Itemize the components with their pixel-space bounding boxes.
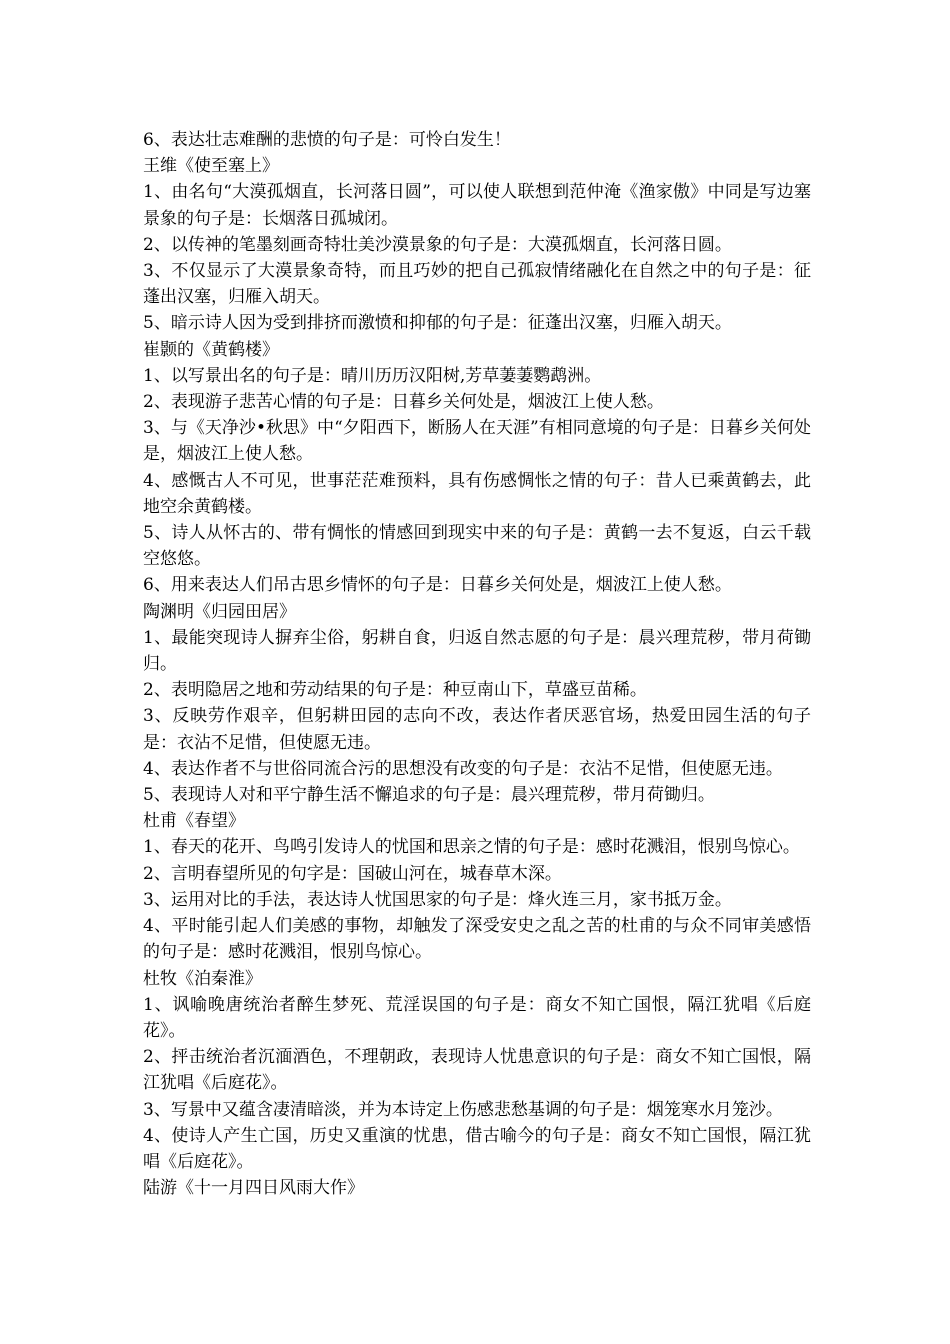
poem-heading: 杜牧《泊秦淮》 (143, 968, 262, 989)
poem-heading: 崔颢的《黄鹤楼》 (143, 339, 279, 360)
text-line: 2、言明春望所见的句字是：国破山河在，城春草木深。 (143, 863, 562, 884)
text-line: 6、表达壮志难酬的悲愤的句子是：可怜白发生！ (143, 130, 511, 150)
text-line: 2、以传神的笔墨刻画奇特壮美沙漠景象的句子是：大漠孤烟直，长河落日圆。 (143, 234, 732, 255)
text-line: 6、用来表达人们吊古思乡情怀的句子是：日暮乡关何处是，烟波江上使人愁。 (143, 575, 732, 596)
poem-heading: 杜甫《春望》 (143, 811, 245, 832)
poem-heading: 陆游《十一月四日风雨大作》 (143, 1178, 364, 1199)
text-line: 3、不仅显示了大漠景象奇特，而且巧妙的把自己孤寂情绪融化在自然之中的句子是：征蓬出汉塞，归雁入胡天。 (143, 261, 811, 308)
text-line: 5、诗人从怀古的、带有惆怅的情感回到现实中来的句子是：黄鹤一去不复返，白云千载空悠悠。 (143, 523, 811, 570)
text-line: 4、表达作者不与世俗同流合污的思想没有改变的句子是：衣沾不足惜，但使愿无违。 (143, 758, 783, 779)
text-line: 2、表明隐居之地和劳动结果的句子是：种豆南山下，草盛豆苗稀。 (143, 680, 647, 701)
text-line: 3、反映劳作艰辛，但躬耕田园的志向不改，表达作者厌恶官场，热爱田园生活的句子是：衣沾不足惜，但使愿无违。 (143, 706, 811, 753)
text-line: 4、感慨古人不可见，世事茫茫难预料，具有伤感惆怅之情的句子：昔人已乘黄鹤去，此地空余黄鹤楼。 (143, 470, 811, 517)
text-line: 1、由名句“大漠孤烟直，长河落日圆”，可以使人联想到范仲淹《渔家傲》中同是写边塞景象的句子是：长烟落日孤城闭。 (143, 182, 811, 229)
text-line: 1、以写景出名的句子是：晴川历历汉阳树,芳草萋萋鹦鹉洲。 (143, 365, 602, 386)
text-line: 5、暗示诗人因为受到排挤而激愤和抑郁的句子是：征蓬出汉塞，归雁入胡天。 (143, 313, 732, 334)
text-line: 1、春天的花开、鸟鸣引发诗人的忧国和思亲之情的句子是：感时花溅泪，恨别鸟惊心。 (143, 837, 800, 858)
text-line: 2、表现游子悲苦心情的句子是：日暮乡关何处是，烟波江上使人愁。 (143, 392, 664, 413)
text-line: 4、平时能引起人们美感的事物，却触发了深受安史之乱之苦的杜甫的与众不同审美感悟的句子是：感时花溅泪，恨别鸟惊心。 (143, 916, 811, 963)
text-line: 4、使诗人产生亡国，历史又重演的忧患，借古喻今的句子是：商女不知亡国恨，隔江犹唱《后庭花》。 (143, 1125, 811, 1172)
document-body (143, 127, 811, 1201)
poem-heading: 王维《使至塞上》 (143, 156, 279, 177)
text-line: 3、写景中又蕴含凄清暗淡，并为本诗定上伤感悲愁基调的句子是：烟笼寒水月笼沙。 (143, 1099, 783, 1120)
text-line: 5、表现诗人对和平宁静生活不懈追求的句子是：晨兴理荒秽，带月荷锄归。 (143, 785, 715, 806)
text-line: 2、抨击统治者沉湎酒色，不理朝政，表现诗人忧患意识的句子是：商女不知亡国恨，隔江犹唱《后庭花》。 (143, 1047, 811, 1094)
text-line: 1、讽喻晚唐统治者醉生梦死、荒淫误国的句子是：商女不知亡国恨，隔江犹唱《后庭花》。 (143, 994, 811, 1041)
poem-heading: 陶渊明《归园田居》 (143, 601, 296, 622)
text-line: 1、最能突现诗人摒弃尘俗，躬耕自食，归返自然志愿的句子是：晨兴理荒秽，带月荷锄归。 (143, 627, 811, 675)
text-line: 3、与《天净沙•秋思》中“夕阳西下，断肠人在天涯”有相同意境的句子是：日暮乡关何处是，烟波江上使人愁。 (143, 418, 811, 465)
text-line: 3、运用对比的手法，表达诗人忧国思家的句子是：烽火连三月，家书抵万金。 (143, 889, 732, 910)
